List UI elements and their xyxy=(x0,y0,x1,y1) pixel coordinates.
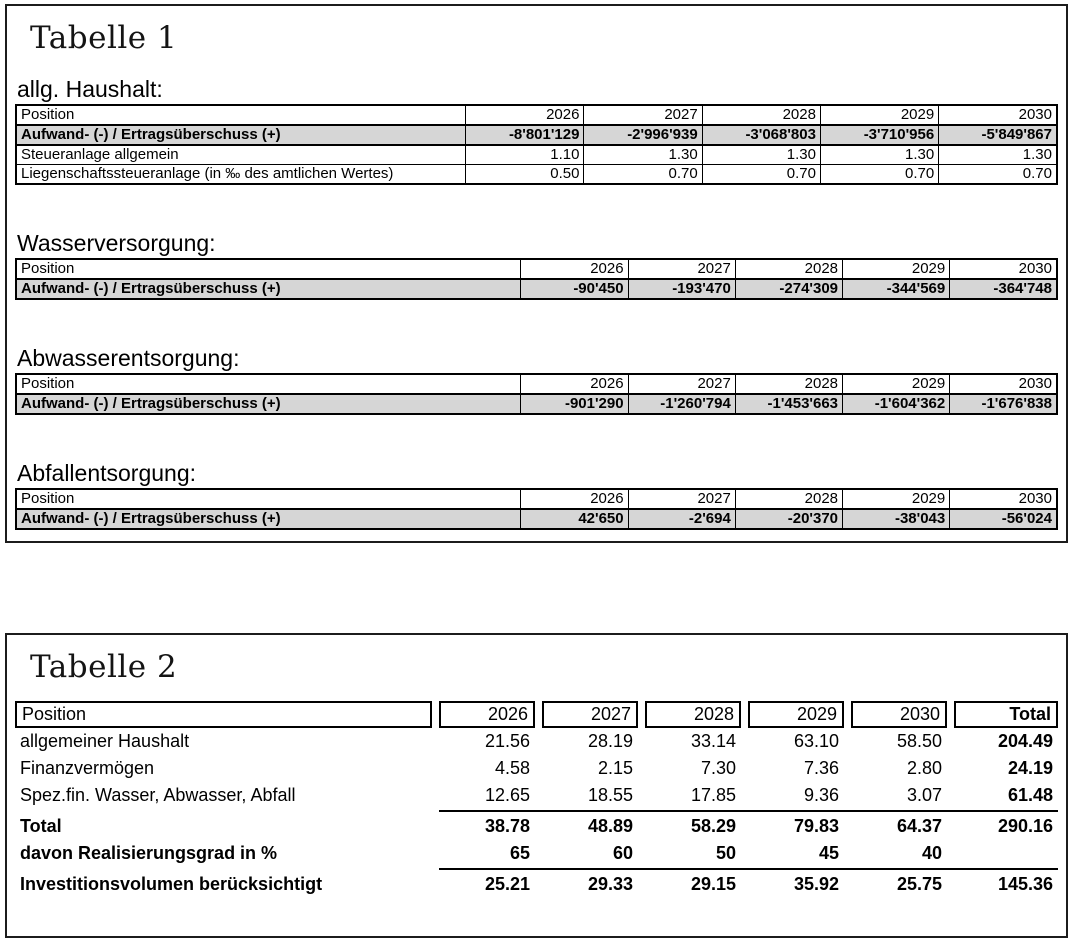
section-heading: Wasserversorgung: xyxy=(17,230,216,256)
table-header-row xyxy=(16,374,1057,394)
section-heading: allg. Haushalt: xyxy=(17,76,163,102)
row-label: Total xyxy=(20,816,62,836)
row-total: 24.19 xyxy=(1007,758,1053,778)
row-value: -1'604'362 xyxy=(843,394,950,414)
row-value: 1.30 xyxy=(820,145,938,165)
column-header-year: 2027 xyxy=(542,701,638,728)
row-value: 35.92 xyxy=(793,874,839,894)
table1-section xyxy=(15,345,1058,415)
column-header-year: 2030 xyxy=(950,374,1057,394)
column-header-total: Total xyxy=(954,701,1058,728)
row-value: 3.07 xyxy=(906,785,942,805)
row-value: 25.75 xyxy=(896,874,942,894)
column-header-year: 2030 xyxy=(950,259,1057,279)
row-label: Aufwand- (-) / Ertragsüberschuss (+) xyxy=(16,509,521,529)
table-row xyxy=(16,509,1057,529)
table1-panel xyxy=(5,4,1068,543)
row-value: -364'748 xyxy=(950,279,1057,299)
table2-header xyxy=(15,701,1058,728)
section-rows xyxy=(16,259,1057,299)
table-header-row xyxy=(16,259,1057,279)
column-header-year: 2030 xyxy=(950,489,1057,509)
row-value: 28.19 xyxy=(587,731,633,751)
row-value: -1'453'663 xyxy=(735,394,842,414)
section-rows xyxy=(16,105,1057,184)
row-value: 21.56 xyxy=(484,731,530,751)
column-header-year: 2030 xyxy=(939,105,1057,125)
row-value: -193'470 xyxy=(628,279,735,299)
column-header-year: 2026 xyxy=(439,701,535,728)
row-value: 0.70 xyxy=(702,165,820,185)
column-header-year: 2029 xyxy=(843,489,950,509)
table-row xyxy=(15,728,1058,755)
table-row xyxy=(16,165,1057,185)
column-header-year: 2026 xyxy=(521,259,628,279)
table-row xyxy=(15,871,1058,898)
row-label: Liegenschaftssteueranlage (in ‰ des amtlichen Wertes) xyxy=(16,165,466,185)
row-value: 63.10 xyxy=(793,731,839,751)
table2-title: Tabelle 2 xyxy=(30,649,178,685)
row-total: 145.36 xyxy=(997,874,1053,894)
column-header-year: 2027 xyxy=(628,259,735,279)
section-rows xyxy=(16,489,1057,529)
table2-header-row xyxy=(15,701,1058,728)
table2 xyxy=(15,701,1058,898)
row-value: 64.37 xyxy=(896,816,942,836)
row-label: Spez.fin. Wasser, Abwasser, Abfall xyxy=(20,785,296,805)
table-row xyxy=(16,145,1057,165)
section-rows xyxy=(16,374,1057,414)
row-value: 58.29 xyxy=(690,816,736,836)
column-header-year: 2030 xyxy=(851,701,947,728)
column-header-year: 2029 xyxy=(820,105,938,125)
row-value: 7.36 xyxy=(803,758,839,778)
row-total: 290.16 xyxy=(997,816,1053,836)
row-value: -5'849'867 xyxy=(939,125,1057,145)
column-header-year: 2026 xyxy=(521,489,628,509)
table2-body xyxy=(15,728,1058,898)
table1-section xyxy=(15,76,1058,185)
row-value: 48.89 xyxy=(587,816,633,836)
row-value: 0.70 xyxy=(820,165,938,185)
table1-title: Tabelle 1 xyxy=(30,20,178,56)
row-label: Finanzvermögen xyxy=(20,758,155,778)
row-total: 204.49 xyxy=(997,731,1053,751)
row-total: 61.48 xyxy=(1007,785,1053,805)
row-value: -8'801'129 xyxy=(466,125,584,145)
row-value: -3'068'803 xyxy=(702,125,820,145)
column-header-year: 2027 xyxy=(628,374,735,394)
table1-sections xyxy=(15,76,1058,530)
column-header-position: Position xyxy=(16,489,521,509)
row-value: 65 xyxy=(509,843,530,863)
section-table xyxy=(15,488,1058,530)
table1-section xyxy=(15,460,1058,530)
column-header-year: 2028 xyxy=(702,105,820,125)
table-row xyxy=(15,813,1058,840)
row-value: 40 xyxy=(921,843,942,863)
row-value: -56'024 xyxy=(950,509,1057,529)
row-value: -3'710'956 xyxy=(820,125,938,145)
row-value: -2'996'939 xyxy=(584,125,702,145)
column-header-year: 2028 xyxy=(645,701,741,728)
row-value: -90'450 xyxy=(521,279,628,299)
column-header-year: 2028 xyxy=(735,374,842,394)
column-header-year: 2029 xyxy=(843,259,950,279)
row-value: 50 xyxy=(715,843,736,863)
column-header-year: 2027 xyxy=(628,489,735,509)
row-value: 2.80 xyxy=(906,758,942,778)
table1-section xyxy=(15,230,1058,300)
row-value: 1.10 xyxy=(466,145,584,165)
section-table xyxy=(15,104,1058,185)
column-header-year: 2029 xyxy=(748,701,844,728)
table-header-row xyxy=(16,105,1057,125)
table-row xyxy=(16,125,1057,145)
column-header-year: 2026 xyxy=(521,374,628,394)
row-label: Steueranlage allgemein xyxy=(16,145,466,165)
section-heading: Abwasserentsorgung: xyxy=(17,345,240,371)
row-value: -901'290 xyxy=(521,394,628,414)
row-value: 58.50 xyxy=(896,731,942,751)
sum-rule-line xyxy=(439,810,1058,812)
row-value: 0.70 xyxy=(584,165,702,185)
row-value: -1'676'838 xyxy=(950,394,1057,414)
row-label: Aufwand- (-) / Ertragsüberschuss (+) xyxy=(16,394,521,414)
column-header-position: Position xyxy=(15,701,432,728)
row-value: -20'370 xyxy=(735,509,842,529)
row-value: 29.33 xyxy=(587,874,633,894)
column-header-year: 2029 xyxy=(843,374,950,394)
row-label: allgemeiner Haushalt xyxy=(20,731,190,751)
row-value: -344'569 xyxy=(843,279,950,299)
table-row xyxy=(15,755,1058,782)
column-header-year: 2028 xyxy=(735,259,842,279)
row-label: Investitionsvolumen berücksichtigt xyxy=(20,874,323,894)
row-value: -38'043 xyxy=(843,509,950,529)
section-table xyxy=(15,373,1058,415)
row-value: 18.55 xyxy=(587,785,633,805)
row-value: -1'260'794 xyxy=(628,394,735,414)
column-header-position: Position xyxy=(16,374,521,394)
column-header-year: 2028 xyxy=(735,489,842,509)
row-value: 60 xyxy=(612,843,633,863)
table-row xyxy=(16,394,1057,414)
column-header-position: Position xyxy=(16,259,521,279)
row-value: 38.78 xyxy=(484,816,530,836)
table-row xyxy=(15,782,1058,809)
row-label: davon Realisierungsgrad in % xyxy=(20,843,278,863)
row-value: 79.83 xyxy=(793,816,839,836)
table-row xyxy=(15,840,1058,867)
table-row xyxy=(16,279,1057,299)
row-value: 0.70 xyxy=(939,165,1057,185)
section-heading: Abfallentsorgung: xyxy=(17,460,197,486)
row-value: 0.50 xyxy=(466,165,584,185)
row-value: 45 xyxy=(818,843,839,863)
row-value: 7.30 xyxy=(700,758,736,778)
row-value: 33.14 xyxy=(690,731,736,751)
table2-panel xyxy=(5,633,1068,938)
table-header-row xyxy=(16,489,1057,509)
row-value: 17.85 xyxy=(690,785,736,805)
row-value: 1.30 xyxy=(939,145,1057,165)
row-value: -2'694 xyxy=(628,509,735,529)
row-value: 25.21 xyxy=(484,874,530,894)
column-header-year: 2026 xyxy=(466,105,584,125)
row-value: 9.36 xyxy=(803,785,839,805)
sum-rule-line xyxy=(439,868,1058,870)
row-label: Aufwand- (-) / Ertragsüberschuss (+) xyxy=(16,125,466,145)
section-table xyxy=(15,258,1058,300)
row-value: 1.30 xyxy=(702,145,820,165)
row-label: Aufwand- (-) / Ertragsüberschuss (+) xyxy=(16,279,521,299)
row-value: 2.15 xyxy=(597,758,633,778)
row-value: 4.58 xyxy=(494,758,530,778)
row-value: 1.30 xyxy=(584,145,702,165)
column-header-position: Position xyxy=(16,105,466,125)
row-value: -274'309 xyxy=(735,279,842,299)
row-value: 12.65 xyxy=(484,785,530,805)
row-value: 29.15 xyxy=(690,874,736,894)
row-value: 42'650 xyxy=(521,509,628,529)
column-header-year: 2027 xyxy=(584,105,702,125)
